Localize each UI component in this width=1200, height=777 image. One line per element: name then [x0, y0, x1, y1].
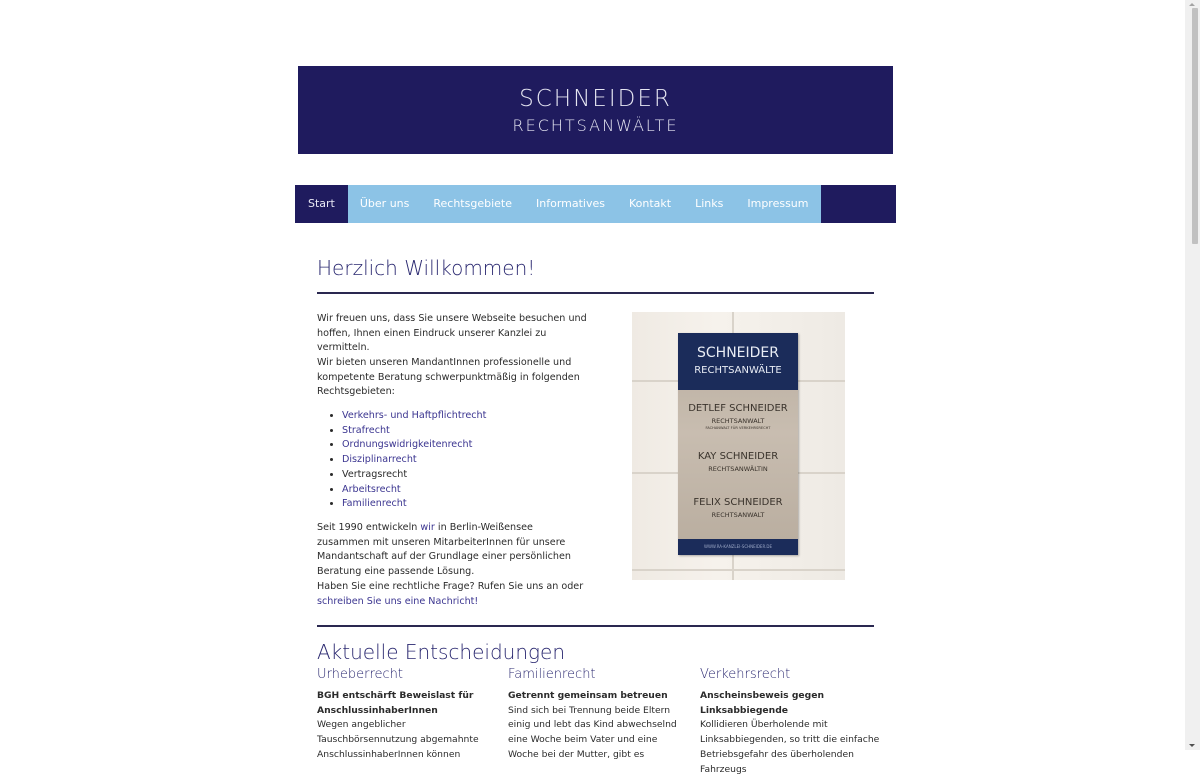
decision-headline[interactable]: Anscheinsbeweis gegen Linksabbiegende [700, 690, 824, 716]
area-link-owi[interactable]: Ordnungswidrigkeitenrecht [342, 439, 473, 451]
office-sign-photo [632, 312, 845, 580]
area-link-arbeitsrecht[interactable]: Arbeitsrecht [342, 483, 401, 495]
plate-name: DETLEF SCHNEIDER [688, 403, 788, 414]
divider [317, 292, 874, 294]
vertical-scrollbar[interactable] [1185, 0, 1200, 750]
list-item [342, 409, 486, 424]
list-item [342, 468, 486, 483]
decisions-title: Aktuelle Entscheidungen [317, 640, 565, 664]
decision-column [700, 667, 885, 777]
scroll-up-arrow-icon[interactable] [1189, 3, 1195, 6]
banner-subtitle: RECHTSANWÄLTE [512, 116, 679, 135]
offer-text [317, 356, 587, 400]
decision-body: Wegen angeblicher Tauschbörsennutzung abgemahnte AnschlussinhaberInnen können [317, 719, 479, 760]
nav-ueber-uns[interactable]: Über uns [359, 197, 410, 210]
decision-headline[interactable]: BGH entschärft Beweislast für AnschlussinhaberInnen [317, 690, 474, 716]
decision-category[interactable]: Verkehrsrecht [700, 667, 791, 682]
plate-name: FELIX SCHNEIDER [693, 497, 783, 508]
scrollbar-thumb[interactable] [1192, 8, 1198, 244]
list-item [342, 483, 486, 498]
nav-informatives[interactable]: Informatives [536, 197, 605, 210]
plate-role: RECHTSANWALT [711, 511, 765, 519]
wir-link[interactable]: wir [420, 522, 435, 533]
nav-rechtsgebiete[interactable]: Rechtsgebiete [433, 197, 512, 210]
nav-items [348, 185, 821, 223]
list-item [342, 453, 486, 468]
page-title: Herzlich Willkommen! [317, 256, 536, 280]
decision-category[interactable]: Urheberrecht [317, 667, 404, 682]
list-item [342, 497, 486, 512]
decision-headline[interactable]: Getrennt gemeinsam betreuen [508, 690, 668, 701]
area-link-familienrecht[interactable]: Familienrecht [342, 498, 407, 510]
practice-areas-list [327, 409, 486, 512]
plate-footer: WWW.RA-KANZLEI-SCHNEIDER.DE [678, 539, 798, 555]
nav-impressum[interactable]: Impressum [747, 197, 809, 210]
main-nav [295, 185, 896, 223]
plate-role: RECHTSANWALT [711, 417, 765, 425]
contact-text [317, 580, 587, 609]
area-link-verkehrsrecht[interactable]: Verkehrs- und Haftpflichtrecht [342, 410, 487, 421]
area-vertragsrecht: Vertragsrecht [342, 468, 408, 480]
plate-extra: FACHANWALT FÜR VERKEHRSRECHT [705, 426, 771, 430]
plate-subtitle: RECHTSANWÄLTE [694, 365, 782, 376]
plate-title: SCHNEIDER [697, 345, 779, 361]
plate-header [678, 333, 798, 390]
plate-role: RECHTSANWÄLTIN [708, 465, 768, 473]
intro-paragraph: Wir freuen uns, dass Sie unsere Webseite besuchen und hoffen, Ihnen einen Eindruck unserer Kanzlei zu vermitteln. [317, 313, 587, 354]
list-item [342, 424, 486, 439]
decision-category[interactable]: Familienrecht [508, 667, 596, 682]
message-link[interactable]: schreiben Sie uns eine Nachricht! [317, 595, 479, 607]
since-pre: Seit 1990 entwickeln [317, 522, 421, 533]
site-banner[interactable] [298, 66, 893, 154]
nav-start[interactable]: Start [295, 185, 348, 223]
area-link-strafrecht[interactable]: Strafrecht [342, 424, 390, 436]
since-text [317, 521, 582, 580]
scroll-down-arrow-icon[interactable] [1189, 744, 1195, 747]
decision-body: Sind sich bei Trennung beide Eltern einig und lebt das Kind abwechselnd eine Woche beim Vater und eine Woche bei der Mutter, gibt es [508, 704, 677, 760]
contact-pre: Haben Sie eine rechtliche Frage? Rufen Sie uns an oder [317, 581, 584, 592]
plate-name: KAY SCHNEIDER [697, 451, 779, 462]
banner-title: SCHNEIDER [519, 86, 672, 112]
wall-seam [632, 569, 845, 571]
decision-column [508, 667, 688, 763]
since-post: in Berlin-Weißensee zusammen mit unseren MitarbeiterInnen für unsere Mandantschaft auf der Grundlage einer persönlichen Beratung eine passende Lösung. [317, 522, 571, 578]
divider [317, 625, 874, 627]
nav-links[interactable]: Links [695, 197, 724, 210]
name-plate [678, 333, 798, 555]
offer-paragraph: Wir bieten unseren MandantInnen professionelle und kompetente Beratung schwerpunktmäßig in folgenden Rechtsgebieten: [317, 357, 580, 398]
decision-body: Kollidieren Überholende mit Linksabbiegenden, so tritt die einfache Betriebsgefahr des überholenden Fahrzeugs [700, 719, 880, 775]
nav-kontakt[interactable]: Kontakt [628, 197, 672, 210]
decision-column [317, 667, 497, 763]
list-item [342, 438, 486, 453]
area-link-disziplinarrecht[interactable]: Disziplinarrecht [342, 454, 417, 466]
intro-text [317, 312, 587, 356]
